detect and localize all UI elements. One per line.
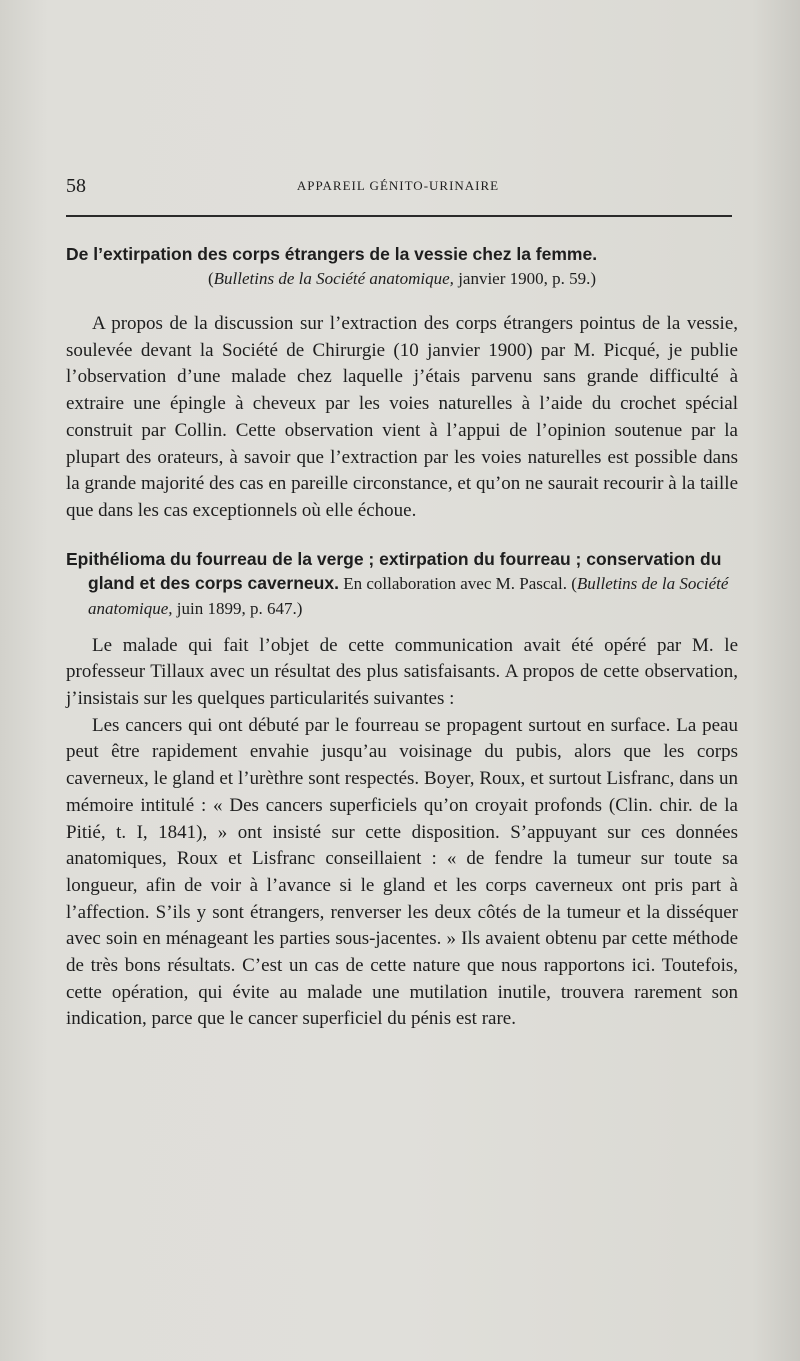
- ref-open: (: [207, 269, 214, 288]
- entry-title: [66, 547, 738, 621]
- page-header: [66, 175, 730, 203]
- ref-collab: En collaboration avec M. Pascal. (: [338, 573, 577, 593]
- ref-date: janvier 1900, p. 59.): [453, 269, 597, 288]
- ref-journal: Bulletins de la Société anatomique,: [88, 573, 729, 618]
- paragraph: Les cancers qui ont débuté par le fourreau se propagent surtout en surface. La peau peut être rapidement envahie jusqu’au voisinage du pubis, alors que les corps caverneux, le gland et l’urèthre sont respectés. Boyer, Roux, et surtout Lisfranc, dans un mémoire intitulé : « Des cancers superficiels qu’on croyait profonds (Clin. chir. de la Pitié, t. I, 1841), » ont insisté sur cette disposition. S’appuyant sur ces données anatomiques, Roux et Lisfranc conseillaient : « de fendre la tumeur sur toute sa longueur, afin de voir à l’avance si le gland et les corps caverneux ont pris part à l’affection. S’ils y sont étrangers, renverser les deux côtés de la tumeur et la disséquer avec soin en ménageant les parties sous-jacentes. » Ils avaient obtenu par cette méthode de très bons résultats. C’est un cas de cette nature que nous rapportons ici. Toutefois, cette opération, qui évite au malade une mutilation inutile, trouvera rarement son indication, parce que le cancer superficiel du pénis est rare.: [66, 714, 738, 1030]
- page-number: 58: [66, 175, 86, 197]
- entry-reference: [66, 266, 738, 291]
- paragraph: Le malade qui fait l’objet de cette communication avait été opéré par M. le professeur Tillaux avec un résultat des plus satisfaisants. A propos de cette observation, j’insistais sur les quelques particularités suivantes :: [66, 634, 738, 710]
- page-body: [66, 242, 738, 1033]
- entry-title-text: Epithélioma du fourreau de la verge ; extirpation du fourreau ; conservation du gland et des corps caverneux.: [66, 548, 722, 593]
- entry-foreign-bodies: [66, 242, 738, 525]
- entry-title: De l’extirpation des corps étrangers de la vessie chez la femme.: [66, 244, 598, 264]
- running-head: APPAREIL GÉNITO-URINAIRE: [296, 178, 500, 193]
- paragraph: A propos de la discussion sur l’extraction des corps étrangers pointus de la vessie, soulevée devant la Société de Chirurgie (10 janvier 1900) par M. Picqué, je publie l’observation d’une malade chez laquelle j’étais parvenu sans grande difficulté à extraire une épingle à cheveux par les voies naturelles à l’aide du crochet spécial construit par Collin. Cette observation vient à l’appui de l’opinion soutenue par la plupart des orateurs, à savoir que l’extraction par les voies naturelles est possible dans la grande majorité des cas en pareille circonstance, et qu’on ne saurait recourir à la taille que dans les cas exceptionnels où elle échoue.: [66, 313, 738, 521]
- entry-epithelioma: [66, 547, 738, 1034]
- ref-journal: Bulletins de la Société anatomique,: [213, 269, 454, 288]
- header-rule: [66, 215, 732, 217]
- ref-date: juin 1899, p. 647.): [172, 598, 303, 618]
